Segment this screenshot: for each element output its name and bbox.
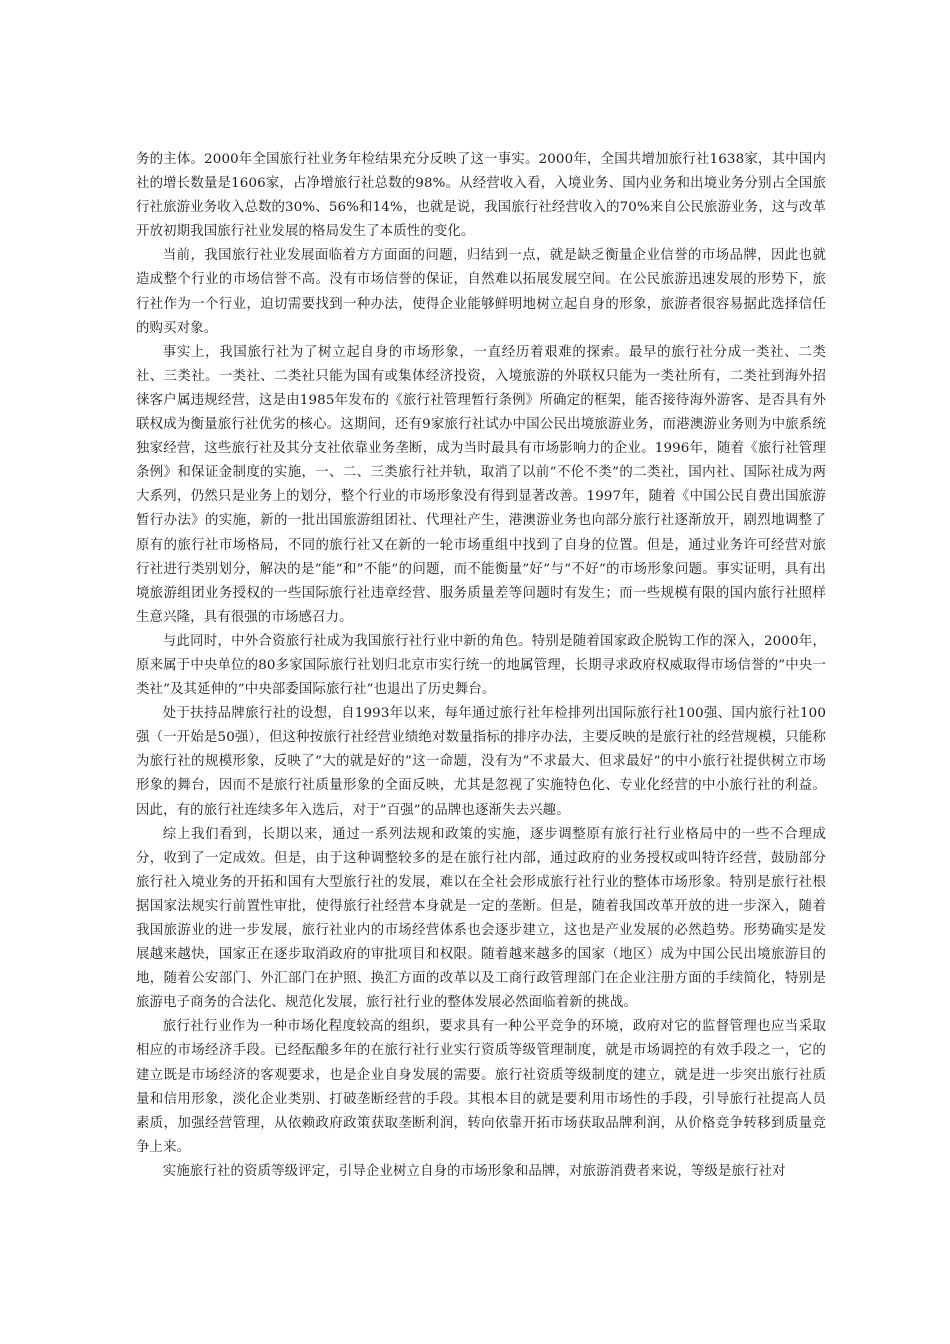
paragraph-3: 事实上，我国旅行社为了树立起自身的市场形象，一直经历着艰难的探索。最早的旅行社分成一类社、二类社、三类社。一类社、二类社只能为国有或集体经济投资，入境旅游的外联权只能为一类社所有，二类社到海外招徕客户属违规经营，这是由1985年发布的《旅行社管理暂行条例》所确定的框架，能否接待海外游客、是否具有外联权成为衡量旅行社优劣的核心。这期间，还有9家旅行社试办中国公民出境旅游业务，而港澳游业务则为中旅系统独家经营，这些旅行社及其分支社依靠业务垄断，成为当时最具有市场影响力的企业。1996年，随着《旅行社管理条例》和保证金制度的实施，一、二、三类旅行社并轨，取消了以前”不伦不类”的二类社，国内社、国际社成为两大系列，仍然只是业务上的划分，整个行业的市场形象没有得到显著改善。1997年，随着《中国公民自费出国旅游暂行办法》的实施，新的一批出国旅游组团社、代理社产生，港澳游业务也向部分旅行社逐渐放开，剧烈地调整了原有的旅行社市场格局，不同的旅行社又在新的一轮市场重组中找到了自身的位置。但是，通过业务许可经营对旅行社进行类别划分，解决的是”能”和”不能”的问题，而不能衡量”好”与”不好”的市场形象问题。事实证明，具有出境旅游组团业务授权的一些国际旅行社违章经营、服务质量差等问题时有发生；而一些规模有限的国内旅行社照样生意兴隆，具有很强的市场感召力。 bbox=[136, 344, 826, 625]
paragraph-5: 处于扶持品牌旅行社的设想，自1993年以来，每年通过旅行社年检排列出国际旅行社100强、国内旅行社100强（一开始是50强），但这种按旅行社经营业绩绝对数量指标的排序办法，主要反映的是旅行社的经营规模，只能称为旅行社的规模形象，反映了”大的就是好的”这一命题，没有为”不求最大、但求最好”的中小旅行社提供树立市场形象的舞台，因而不是旅行社质量形象的全面反映，尤其是忽视了实施特色化、专业化经营的中小旅行社的利益。因此，有的旅行社连续多年入选后，对于”百强”的品牌也逐渐失去兴趣。 bbox=[136, 706, 826, 818]
paragraph-1: 务的主体。2000年全国旅行社业务年检结果充分反映了这一事实。2000年，全国共增加旅行社1638家，其中国内社的增长数量是1606家，占净增旅行社总数的98%。从经营收入看，入境业务、国内业务和出境业务分别占全国旅行社旅游业务收入总数的30%、56%和14%，也就是说，我国旅行社经营收入的70%来自公民旅游业务，这与改革开放初期我国旅行社业发展的格局发生了本质性的变化。 bbox=[136, 152, 826, 240]
paragraph-7: 旅行社行业作为一种市场化程度较高的组织，要求具有一种公平竞争的环境，政府对它的监督管理也应当采取相应的市场经济手段。已经酝酿多年的在旅行社行业实行资质等级管理制度，就是市场调控的有效手段之一，它的建立既是市场经济的客观要求，也是企业自身发展的需要。旅行社资质等级制度的建立，就是进一步突出旅行社质量和信用形象，淡化企业类别、打破垄断经营的手段。其根本目的就是要利用市场性的手段，引导旅行社提高人员素质，加强经营管理，从依赖政府政策获取垄断利润，转向依靠开拓市场获取品牌利润，从价格竞争转移到质量竞争上来。 bbox=[136, 1019, 826, 1155]
body-text bbox=[136, 148, 826, 1184]
paragraph-2: 当前，我国旅行社业发展面临着方方面面的问题，归结到一点，就是缺乏衡量企业信誉的市场品牌，因此也就造成整个行业的市场信誉不高。没有市场信誉的保证，自然难以拓展发展空间。在公民旅游迅速发展的形势下，旅行社作为一个行业，迫切需要找到一种办法，使得企业能够鲜明地树立起自身的形象，旅游者很容易据此选择信任的购买对象。 bbox=[136, 248, 826, 336]
paragraph-6: 综上我们看到，长期以来，通过一系列法规和政策的实施，逐步调整原有旅行社行业格局中的一些不合理成分，收到了一定成效。但是，由于这种调整较多的是在旅行社内部，通过政府的业务授权或叫特许经营，鼓励部分旅行社入境业务的开拓和国有大型旅行社的发展，难以在全社会形成旅行社行业的整体市场形象。特别是旅行社根据国家法规实行前置性审批，使得旅行社经营本身就是一定的垄断。但是，随着我国改革开放的进一步深入，随着我国旅游业的进一步发展，旅行社业内的市场经营体系也会逐步建立，这也是产业发展的必然趋势。形势确实是发展越来越快，国家正在逐步取消政府的审批项目和权限。随着越来越多的国家（地区）成为中国公民出境旅游目的地，随着公安部门、外汇部门在护照、换汇方面的改革以及工商行政管理部门在企业注册方面的手续简化，特别是旅游电子商务的合法化、规范化发展，旅行社行业的整体发展必然面临着新的挑战。 bbox=[136, 826, 826, 1011]
paragraph-4: 与此同时，中外合资旅行社成为我国旅行社行业中新的角色。特别是随着国家政企脱钩工作的深入，2000年，原来属于中央单位的80多家国际旅行社划归北京市实行统一的地属管理，长期寻求政府权威取得市场信誉的”中央一类社”及其延伸的”中央部委国际旅行社”也退出了历史舞台。 bbox=[136, 633, 826, 698]
paragraph-8: 实施旅行社的资质等级评定，引导企业树立自身的市场形象和品牌，对旅游消费者来说，等级是旅行社对 bbox=[162, 1163, 786, 1179]
